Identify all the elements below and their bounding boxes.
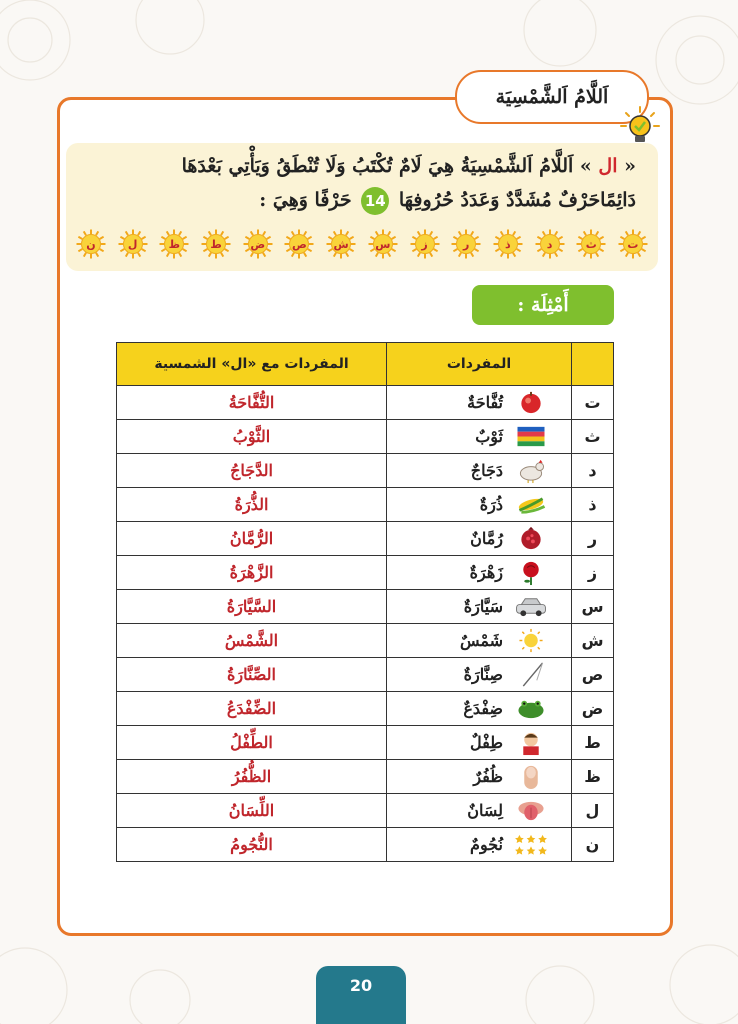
rule-line-1 bbox=[182, 155, 636, 177]
vocab-table bbox=[116, 342, 614, 862]
fishing-rod-icon bbox=[513, 661, 549, 688]
row-word-cell bbox=[387, 658, 572, 692]
sun-letter bbox=[201, 229, 231, 259]
row-letter: ن bbox=[572, 828, 614, 862]
rule-text-2b: حَرْفًا وَهِيَ : bbox=[259, 189, 352, 211]
car-icon bbox=[513, 593, 549, 620]
row-word-cell bbox=[387, 624, 572, 658]
row-word: تُفَّاحَةٌ bbox=[467, 393, 503, 412]
sun-letter bbox=[118, 229, 148, 259]
rule-text-2a: دَائِمًاحَرْفٌ مُشَدَّدٌ وَعَدَدُ حُرُوفِهَا bbox=[398, 189, 636, 211]
row-result: الظُّفُرُ bbox=[117, 760, 387, 794]
fingernail-icon bbox=[513, 763, 549, 790]
sun-letter-label: ل bbox=[127, 237, 138, 251]
apple-icon bbox=[513, 389, 549, 416]
row-word: رُمَّانٌ bbox=[470, 529, 503, 548]
sun-letter-label: ش bbox=[333, 237, 349, 251]
sun-letter bbox=[410, 229, 440, 259]
row-result: الثَّوْبُ bbox=[117, 420, 387, 454]
table-row bbox=[117, 760, 614, 794]
table-row bbox=[117, 420, 614, 454]
row-letter: د bbox=[572, 454, 614, 488]
row-word-cell bbox=[387, 794, 572, 828]
sun-letter bbox=[326, 229, 356, 259]
row-result: التُّفَّاحَةُ bbox=[117, 386, 387, 420]
row-result: الزَّهْرَةُ bbox=[117, 556, 387, 590]
sun-icon bbox=[513, 627, 549, 654]
row-word-cell bbox=[387, 726, 572, 760]
rose-icon bbox=[513, 559, 549, 586]
rule-text-1: » اَللَّامُ اَلشَّمْسِيَةُ هِيَ لَامٌ تُكْتَبُ وَلَا تُنْطَقُ وَيَأْتِي بَعْدَهَا bbox=[181, 155, 599, 177]
table-row bbox=[117, 488, 614, 522]
row-word-cell bbox=[387, 420, 572, 454]
row-word: طِفْلٌ bbox=[470, 733, 503, 752]
sun-letter bbox=[159, 229, 189, 259]
sun-letter-label: ر bbox=[463, 237, 470, 251]
row-result: السَّيَّارَةُ bbox=[117, 590, 387, 624]
row-word: نُجُومٌ bbox=[470, 835, 503, 854]
corn-icon bbox=[513, 491, 549, 518]
table-row bbox=[117, 522, 614, 556]
row-letter: ز bbox=[572, 556, 614, 590]
row-word: ثَوْبٌ bbox=[475, 427, 503, 446]
row-result: الضِّفْدَعُ bbox=[117, 692, 387, 726]
page-title: اَللَّامُ اَلشَّمْسِيَة bbox=[455, 70, 649, 124]
table-row bbox=[117, 658, 614, 692]
row-result: الطِّفْلُ bbox=[117, 726, 387, 760]
row-word-cell bbox=[387, 828, 572, 862]
row-word: دَجَاجٌ bbox=[470, 461, 503, 480]
table-row bbox=[117, 624, 614, 658]
table-row bbox=[117, 454, 614, 488]
row-word-cell bbox=[387, 590, 572, 624]
sun-letter bbox=[576, 229, 606, 259]
al-article: ال bbox=[598, 155, 618, 177]
table-row bbox=[117, 386, 614, 420]
examples-label: أَمْثِلَة : bbox=[472, 285, 614, 325]
sun-letter-label: د bbox=[546, 237, 553, 251]
table-row bbox=[117, 794, 614, 828]
row-word: ذُرَةٌ bbox=[479, 495, 503, 514]
row-result: اللِّسَانُ bbox=[117, 794, 387, 828]
sun-letter bbox=[618, 229, 648, 259]
sun-letter bbox=[243, 229, 273, 259]
row-word-cell bbox=[387, 454, 572, 488]
row-result: الدَّجَاجُ bbox=[117, 454, 387, 488]
table-row bbox=[117, 828, 614, 862]
row-word: زَهْرَةٌ bbox=[469, 563, 503, 582]
row-word-cell bbox=[387, 760, 572, 794]
sun-letter-label: ث bbox=[585, 237, 597, 251]
sun-letter-label: ض bbox=[250, 237, 266, 251]
row-letter: ذ bbox=[572, 488, 614, 522]
row-letter: ض bbox=[572, 692, 614, 726]
row-letter: ر bbox=[572, 522, 614, 556]
row-result: الشَّمْسُ bbox=[117, 624, 387, 658]
table-row bbox=[117, 590, 614, 624]
row-word-cell bbox=[387, 522, 572, 556]
header-word: المفردات bbox=[387, 343, 572, 386]
tongue-icon bbox=[513, 797, 549, 824]
row-word: شَمْسٌ bbox=[459, 631, 503, 650]
row-letter: ت bbox=[572, 386, 614, 420]
page-number: 20 bbox=[316, 966, 406, 1024]
row-word: ظُفُرٌ bbox=[473, 767, 503, 786]
sun-letter-label: ن bbox=[86, 237, 96, 251]
row-letter: س bbox=[572, 590, 614, 624]
table-header-row bbox=[117, 343, 614, 386]
row-word-cell bbox=[387, 488, 572, 522]
sun-letters-row bbox=[76, 229, 648, 261]
sun-letter-label: ص bbox=[292, 237, 307, 251]
rule-box bbox=[66, 143, 658, 271]
row-result: النُّجُومُ bbox=[117, 828, 387, 862]
row-letter: ل bbox=[572, 794, 614, 828]
sun-letter-label: ظ bbox=[168, 237, 181, 251]
row-word-cell bbox=[387, 692, 572, 726]
row-word: سَيَّارَةٌ bbox=[463, 597, 503, 616]
rule-quote: « bbox=[617, 155, 636, 177]
row-letter: ظ bbox=[572, 760, 614, 794]
pomegranate-icon bbox=[513, 525, 549, 552]
row-word-cell bbox=[387, 556, 572, 590]
sun-letter bbox=[535, 229, 565, 259]
chicken-icon bbox=[513, 457, 549, 484]
row-result: الرُّمَّانُ bbox=[117, 522, 387, 556]
table-row bbox=[117, 556, 614, 590]
letter-count-badge: 14 bbox=[361, 187, 389, 215]
rule-line-2 bbox=[259, 187, 636, 215]
sun-letter-label: ذ bbox=[505, 237, 511, 251]
fabric-icon bbox=[513, 423, 549, 450]
row-result: الصِّنَّارَةُ bbox=[117, 658, 387, 692]
sun-letter bbox=[368, 229, 398, 259]
row-word-cell bbox=[387, 386, 572, 420]
frog-icon bbox=[513, 695, 549, 722]
header-result: المفردات مع «ال» الشمسية bbox=[117, 343, 387, 386]
sun-letter bbox=[76, 229, 106, 259]
table-row bbox=[117, 726, 614, 760]
table-row bbox=[117, 692, 614, 726]
row-word: ضِفْدَعٌ bbox=[463, 699, 503, 718]
header-letter bbox=[572, 343, 614, 386]
sun-letter-label: ت bbox=[627, 237, 639, 251]
child-icon bbox=[513, 729, 549, 756]
row-result: الذُّرَةُ bbox=[117, 488, 387, 522]
row-letter: ص bbox=[572, 658, 614, 692]
row-word: صِنَّارَةٌ bbox=[463, 665, 503, 684]
sun-letter bbox=[284, 229, 314, 259]
sun-letter-label: س bbox=[375, 237, 391, 251]
row-letter: ث bbox=[572, 420, 614, 454]
row-letter: ط bbox=[572, 726, 614, 760]
row-word: لِسَانٌ bbox=[467, 801, 503, 820]
stars-icon bbox=[513, 831, 549, 858]
sun-letter bbox=[493, 229, 523, 259]
row-letter: ش bbox=[572, 624, 614, 658]
sun-letter bbox=[451, 229, 481, 259]
sun-letter-label: ط bbox=[210, 237, 222, 251]
lightbulb-icon bbox=[618, 104, 662, 148]
sun-letter-label: ز bbox=[421, 237, 428, 251]
